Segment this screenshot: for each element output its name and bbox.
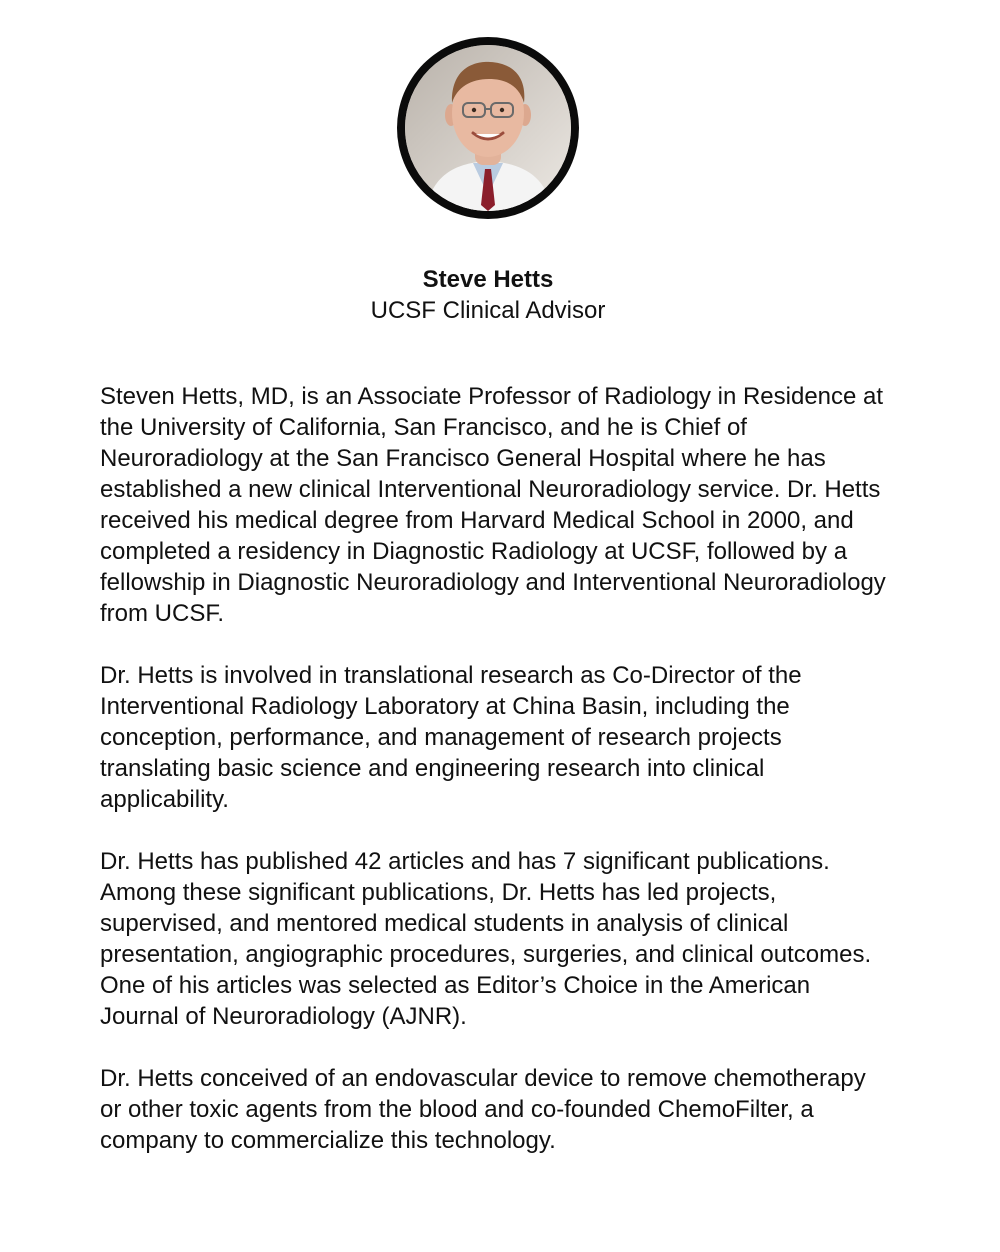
profile-title: UCSF Clinical Advisor	[370, 297, 606, 324]
bio-paragraph: Dr. Hetts is involved in translational research as Co-Director of the Interventional Radiology Laboratory at China Basin, including the conception, performance, and management of research projects translating basic science and engineering research into clinical applicability.	[100, 662, 802, 813]
bio-paragraph: Dr. Hetts has published 42 articles and has 7 significant publications. Among these significant publications, Dr. Hetts has led projects, supervised, and mentored medical students in analysis of clinical presentation, angiographic procedures, surgeries, and clinical outcomes. One of his articles was selected as Editor’s Choice in the American Journal of Neuroradiology (AJNR).	[100, 848, 872, 1030]
profile-heading	[0, 264, 976, 326]
profile-name: Steve Hetts	[422, 266, 554, 293]
person-portrait-icon	[405, 45, 571, 211]
bio-paragraph: Steven Hetts, MD, is an Associate Professor of Radiology in Residence at the University of California, San Francisco, and he is Chief of Neuroradiology at the San Francisco General Hospital where he has established a new clinical Interventional Neuroradiology service. Dr. Hetts received his medical degree from Harvard Medical School in 2000, and completed a residency in Diagnostic Radiology at UCSF, followed by a fellowship in Diagnostic Neuroradiology and Interventional Neuroradiology from UCSF.	[100, 383, 886, 627]
bio-text	[100, 381, 890, 1156]
profile-photo	[397, 37, 579, 219]
bio-paragraph: Dr. Hetts conceived of an endovascular device to remove chemotherapy or other toxic agents from the blood and co-founded ChemoFilter, a company to commercialize this technology.	[100, 1065, 866, 1154]
